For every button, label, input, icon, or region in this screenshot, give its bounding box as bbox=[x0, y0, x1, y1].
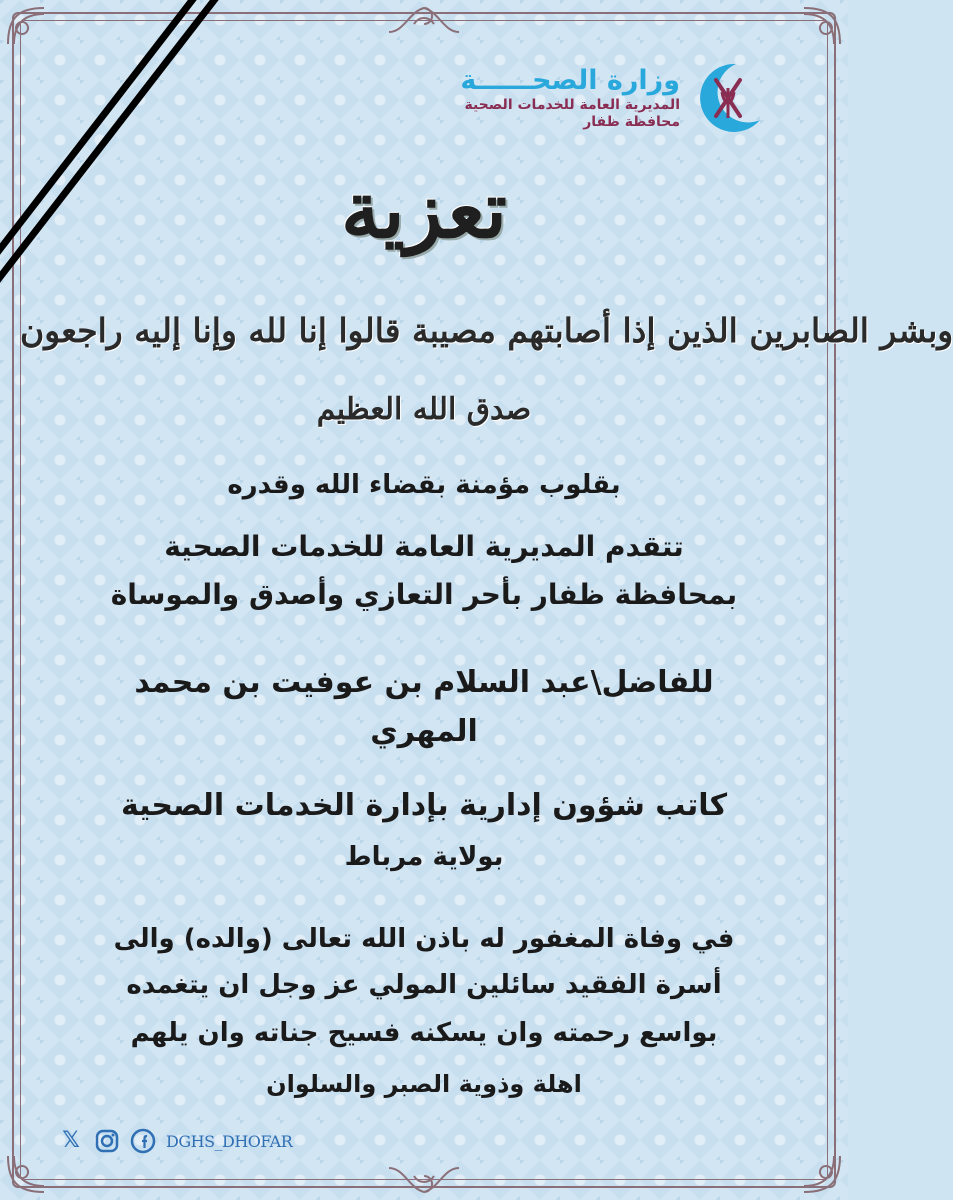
body-line: اهلة وذوية الصبر والسلوان bbox=[266, 1070, 582, 1098]
body-line: أسرة الفقيد سائلين المولي عز وجل ان يتغمده bbox=[126, 970, 722, 1000]
flourish-ornament-icon bbox=[384, 1164, 464, 1198]
governorate-name: محافظة ظفار bbox=[583, 114, 680, 130]
directorate-name: المديرية العامة للخدمات الصحية bbox=[464, 97, 680, 113]
verse-row bbox=[20, 285, 953, 375]
facebook-icon[interactable] bbox=[130, 1128, 156, 1154]
corner-ornament-icon bbox=[800, 1152, 844, 1196]
social-links bbox=[58, 1128, 292, 1154]
corner-ornament-icon bbox=[4, 1152, 48, 1196]
wilayat-name: بولاية مرباط bbox=[344, 842, 504, 872]
corner-ornament-icon bbox=[800, 4, 844, 48]
verse-closing: صدق الله العظيم bbox=[316, 392, 532, 427]
ministry-name: وزارة الصحــــــة bbox=[460, 65, 680, 96]
x-icon[interactable]: 𝕏 bbox=[62, 1128, 80, 1153]
job-title: كاتب شؤون إدارية بإدارة الخدمات الصحية bbox=[120, 788, 728, 823]
page-title: تعزية bbox=[341, 165, 507, 256]
ministry-logo bbox=[460, 58, 768, 138]
deceased-relative-name: للفاضل\عبد السلام بن عوفيت بن محمد bbox=[134, 665, 714, 700]
instagram-icon[interactable] bbox=[94, 1128, 120, 1154]
body-line: تتقدم المديرية العامة للخدمات الصحية bbox=[164, 530, 684, 563]
flourish-ornament-icon bbox=[384, 2, 464, 36]
deceased-relative-surname: المهري bbox=[370, 714, 478, 749]
body-line: بمحافظة ظفار بأحر التعازي وأصدق والموساة bbox=[110, 578, 738, 611]
body-line: بواسع رحمته وان يسكنه فسيح جناته وان يلهم bbox=[130, 1018, 718, 1048]
quran-verse: وبشر الصابرين الذين إذا أصابتهم مصيبة قالوا إنا لله وإنا إليه راجعون bbox=[20, 310, 953, 350]
oman-emblem-icon bbox=[688, 58, 768, 138]
social-handle: DGHS_DHOFAR bbox=[166, 1131, 293, 1151]
body-line: بقلوب مؤمنة بقضاء الله وقدره bbox=[227, 470, 621, 500]
body-line: في وفاة المغفور له باذن الله تعالى (والده) والى bbox=[113, 924, 735, 954]
